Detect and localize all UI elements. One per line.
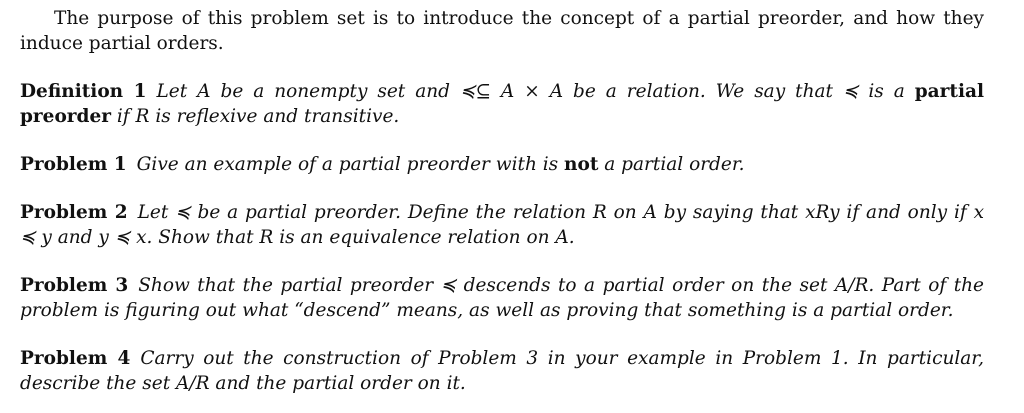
definition-heading: Definition 1 xyxy=(20,81,147,102)
problem-4-text: Carry out the construction of Problem 3 in your example in Problem 1. In particular, describe the set A/R and the partial order on it. xyxy=(20,348,984,394)
problem-1-heading: Problem 1 xyxy=(20,154,127,175)
intro-text: The purpose of this problem set is to introduce the concept of a partial preorder, and how they induce partial orders. xyxy=(20,8,984,54)
problem-4 xyxy=(20,346,984,396)
problem-1-text-part1: Give an example of a partial preorder with is xyxy=(136,154,565,175)
definition-text-part2: if R is reflexive and transitive. xyxy=(111,106,400,127)
problem-3-heading: Problem 3 xyxy=(20,275,129,296)
problem-2-text: Let ≼ be a partial preorder. Define the relation R on A by saying that xRy if and only if x ≼ y and y ≼ x. Show that R is an equivalence relation on A. xyxy=(20,202,985,248)
definition-term: partial preorder xyxy=(20,81,985,127)
problem-3-text: Show that the partial preorder ≼ descends to a partial order on the set A/R. Part of the problem is figuring out what “descend” means, as well as proving that something is a partial order. xyxy=(20,275,984,321)
definition-1 xyxy=(20,79,984,129)
definition-text-part1: Let A be a nonempty set and ≼⊆ A × A be a relation. We say that ≼ is a xyxy=(156,81,915,102)
problem-2 xyxy=(20,200,984,250)
problem-1-text-part2: a partial order. xyxy=(598,154,745,175)
problem-4-heading: Problem 4 xyxy=(20,348,131,369)
problem-1 xyxy=(20,152,984,177)
problem-3 xyxy=(20,273,984,323)
problem-2-heading: Problem 2 xyxy=(20,202,128,223)
intro-paragraph xyxy=(20,6,984,56)
problem-1-emphasis: not xyxy=(564,154,599,175)
